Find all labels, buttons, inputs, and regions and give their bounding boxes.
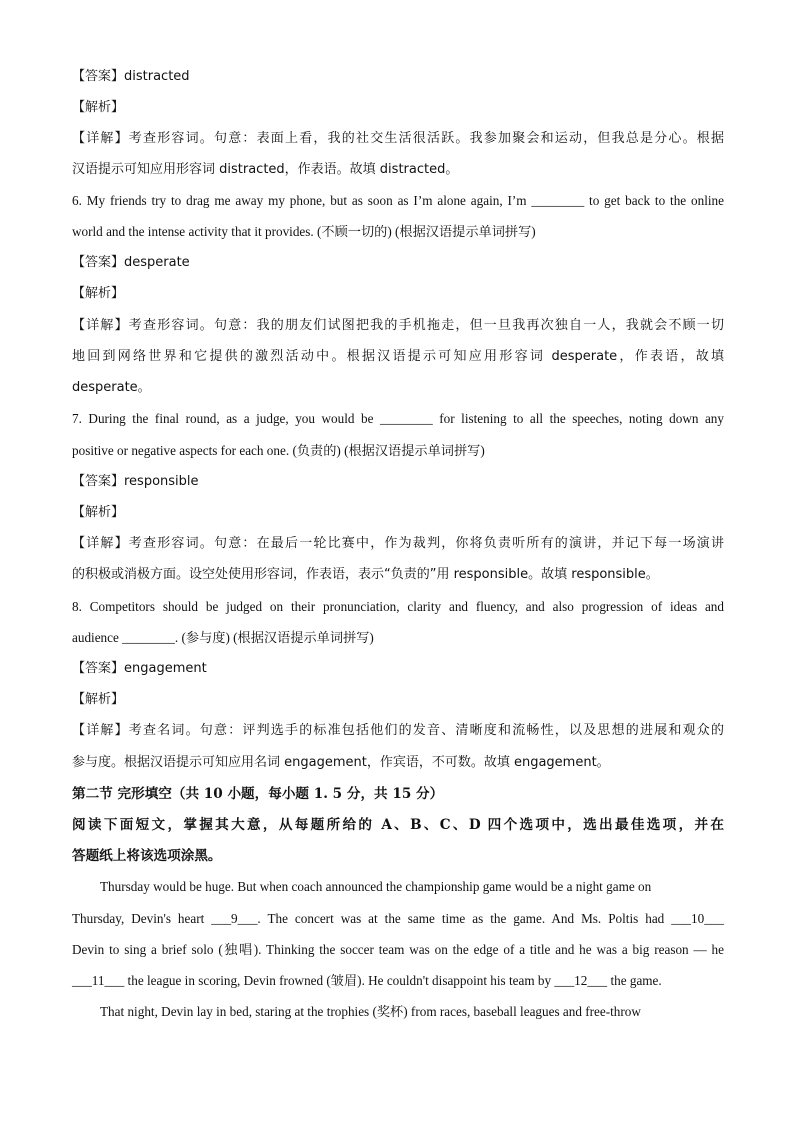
passage-line-3: Devin to sing a brief solo (独唱). Thinking the soccer team was on the edge of a title and he was a big reason — he <box>72 942 724 957</box>
answer-line-5: 【答案】distracted <box>72 69 190 84</box>
passage-line-4: ___11___ the league in scoring, Devin frowned (皱眉). He couldn't disappoint his team by ___12___ the game. <box>72 973 662 988</box>
passage-line-2: Thursday, Devin's heart ___9___. The concert was at the same time as the game. And Ms. Poltis had ___10___ <box>72 911 724 926</box>
explanation-7-line-2: 的积极或消极方面。设空处使用形容词，作表语，表示“负责的”用 responsible。故填 responsible。 <box>72 567 659 582</box>
explanation-8-line-1: 【详解】考查名词。句意：评判选手的标准包括他们的发音、清晰度和流畅性，以及思想的进展和观众的 <box>72 723 724 738</box>
instructions-line-1: 阅读下面短文，掌握其大意，从每题所给的 A、B、C、D 四个选项中，选出最佳选项，并在 <box>72 817 724 833</box>
analysis-label-5: 【解析】 <box>72 100 125 115</box>
analysis-label-8: 【解析】 <box>72 692 125 707</box>
passage-line-1: Thursday would be huge. But when coach announced the championship game would be a night game on <box>100 879 652 894</box>
answer-line-6: 【答案】desperate <box>72 255 190 270</box>
explanation-6-line-1: 【详解】考查形容词。句意：我的朋友们试图把我的手机拖走，但一旦我再次独自一人，我就会不顾一切 <box>72 318 724 333</box>
explanation-8-line-2: 参与度。根据汉语提示可知应用名词 engagement，作宾语，不可数。故填 engagement。 <box>72 755 610 770</box>
analysis-label-6: 【解析】 <box>72 286 125 301</box>
question-7-line-2: positive or negative aspects for each one. (负责的) (根据汉语提示单词拼写) <box>72 443 485 458</box>
explanation-6-line-2: 地回到网络世界和它提供的激烈活动中。根据汉语提示可知应用形容词 desperate，作表语，故填 <box>72 349 724 364</box>
explanation-5-line-1: 【详解】考查形容词。句意：表面上看，我的社交生活很活跃。我参加聚会和运动，但我总是分心。根据 <box>72 131 724 146</box>
passage-line-5: That night, Devin lay in bed, staring at the trophies (奖杯) from races, baseball leagues and free-throw <box>100 1004 641 1019</box>
explanation-5-line-2: 汉语提示可知应用形容词 distracted，作表语。故填 distracted。 <box>72 162 459 177</box>
question-8-line-2: audience ________. (参与度) (根据汉语提示单词拼写) <box>72 630 374 645</box>
question-7-line-1: 7. During the final round, as a judge, you would be ________ for listening to all the speeches, noting down any <box>72 411 724 426</box>
answer-line-8: 【答案】engagement <box>72 661 207 676</box>
explanation-6-line-3: desperate。 <box>72 380 151 395</box>
question-8-line-1: 8. Competitors should be judged on their pronunciation, clarity and fluency, and also progression of ideas and <box>72 599 724 614</box>
section-heading: 第二节 完形填空（共 10 小题，每小题 1. 5 分，共 15 分） <box>72 786 444 802</box>
instructions-line-2: 答题纸上将该选项涂黑。 <box>72 848 222 864</box>
explanation-7-line-1: 【详解】考查形容词。句意：在最后一轮比赛中，作为裁判，你将负责听所有的演讲，并记下每一场演讲 <box>72 536 724 551</box>
answer-line-7: 【答案】responsible <box>72 474 199 489</box>
question-6-line-1: 6. My friends try to drag me away my phone, but as soon as I’m alone again, I’m ________ to get back to the online <box>72 193 724 208</box>
question-6-line-2: world and the intense activity that it provides. (不顾一切的) (根据汉语提示单词拼写) <box>72 224 536 239</box>
analysis-label-7: 【解析】 <box>72 505 125 520</box>
